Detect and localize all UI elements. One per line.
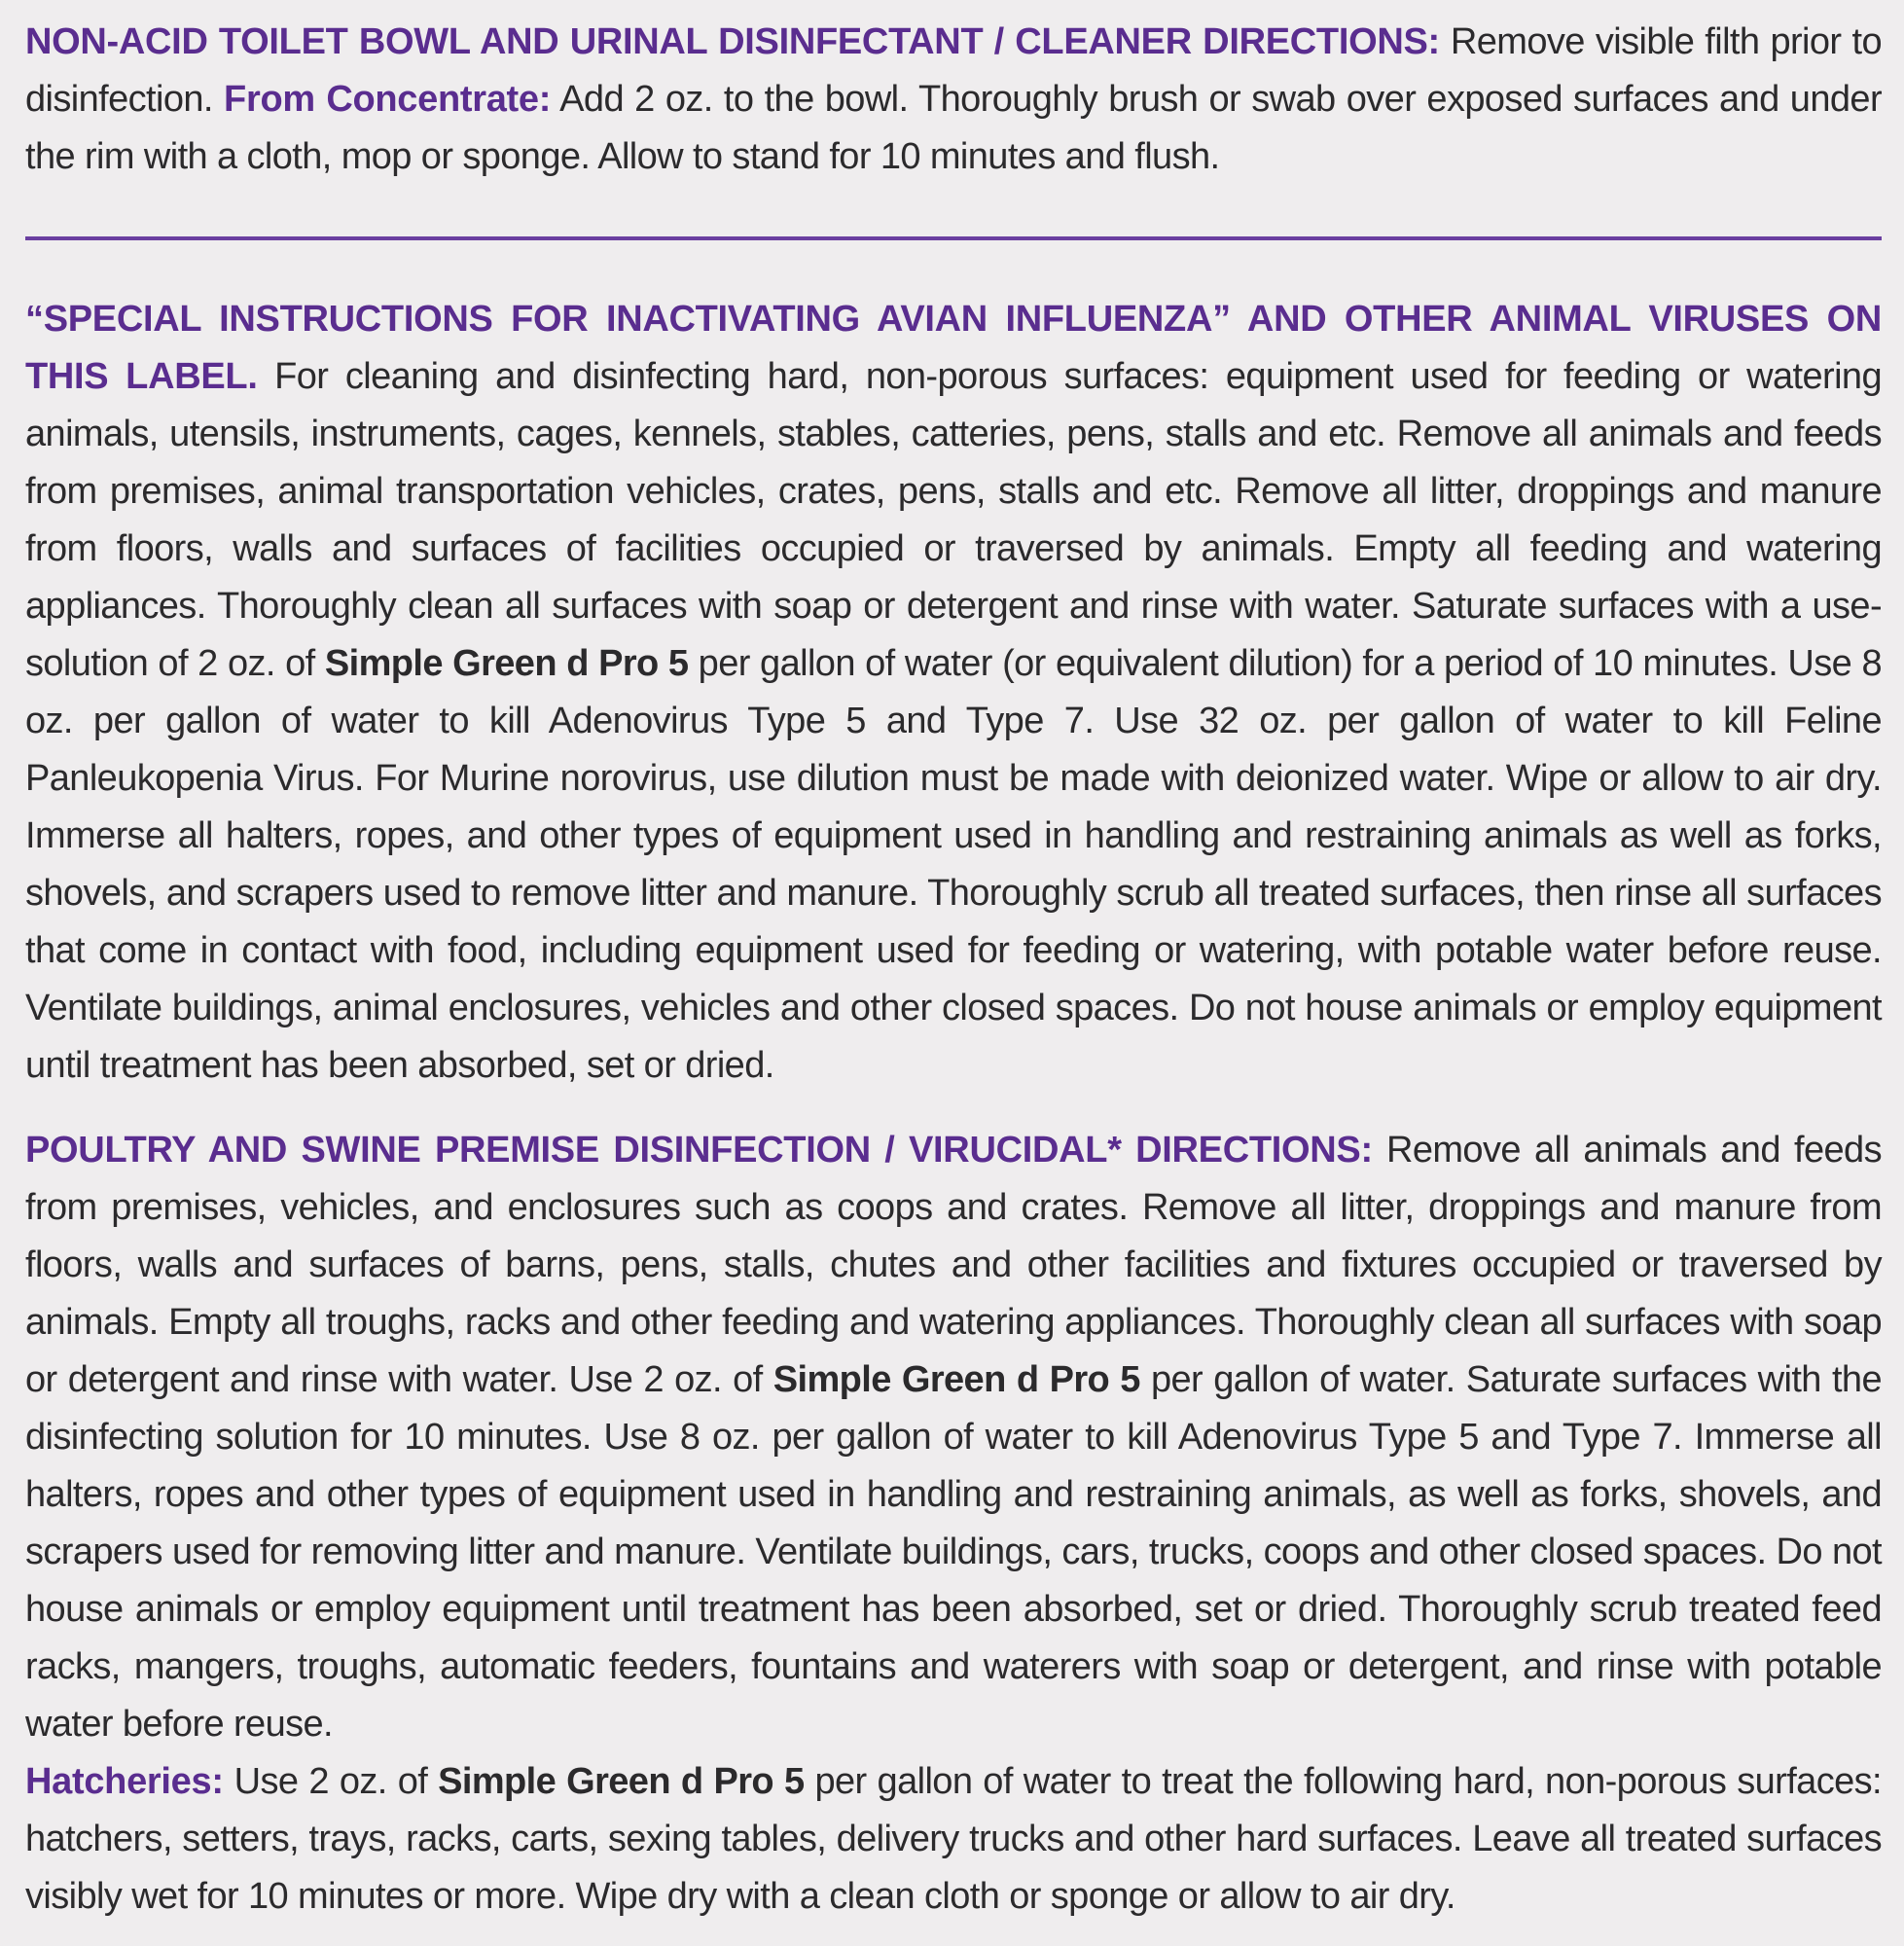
poultry-directions [25, 1122, 1882, 1753]
avian-text-2: per gallon of water (or equivalent dilution) for a period of 10 minutes. Use 8 oz. per gallon of water to kill Adenovirus Type 5 and Type 7. Use 32 oz. per gallon of water to kill Feline Panleukopenia Virus. For Murine norovirus, use dilution must be made with deionized water. Wipe or allow to air dry. Immerse all halters, ropes, and other types of equipment used in handling and restraining animals as well as forks, shovels, and scrapers used to remove litter and manure. Thoroughly scrub all treated surfaces, then rinse all surfaces that come in contact with food, including equipment used for feeding or watering, with potable water before reuse. Ventilate buildings, animal enclosures, vehicles and other closed spaces. Do not house animals or employ equipment until treatment has been absorbed, set or dried. [25, 643, 1882, 1086]
toilet-directions [25, 14, 1882, 186]
poultry-text-2: per gallon of water. Saturate surfaces with the disinfecting solution for 10 minutes. Use 8 oz. per gallon of water to kill Adenovirus Type 5 and Type 7. Immerse all halters, ropes and other types of equipment used in handling and restraining animals, as well as forks, shovels, and scrapers used for removing litter and manure. Ventilate buildings, cars, trucks, coops and other closed spaces. Do not house animals or employ equipment until treatment has been absorbed, set or dried. Thoroughly scrub treated feed racks, mangers, troughs, automatic feeders, fountains and waterers with soap or detergent, and rinse with potable water before reuse. [25, 1359, 1882, 1745]
section-divider [25, 236, 1882, 240]
poultry-text-1: Remove all animals and feeds from premises, vehicles, and enclosures such as coops and crates. Remove all litter, droppings and manure from floors, walls and surfaces of barns, pens, stalls, chutes and other facilities and fixtures occupied or traversed by animals. Empty all troughs, racks and other feeding and watering appliances. Thoroughly clean all surfaces with soap or detergent and rinse with water. Use 2 oz. of [25, 1130, 1882, 1400]
avian-heading: “SPECIAL INSTRUCTIONS FOR INACTIVATING AVIAN INFLUENZA” AND OTHER ANIMAL VIRUSES ON THIS LABEL. [25, 299, 1882, 397]
hatcheries-text-1: Use 2 oz. of [223, 1761, 439, 1802]
poultry-heading: POULTRY AND SWINE PREMISE DISINFECTION / VIRUCIDAL* DIRECTIONS: [25, 1130, 1373, 1171]
toilet-heading: NON-ACID TOILET BOWL AND URINAL DISINFECTANT / CLEANER DIRECTIONS: [25, 21, 1440, 62]
hatcheries-directions [25, 1753, 1882, 1926]
hatcheries-text-2: per gallon of water to treat the following hard, non-porous surfaces: hatchers, setters, trays, racks, carts, sexing tables, delivery trucks and other hard surfaces. Leave all treated surfaces visibly wet for 10 minutes or more. Wipe dry with a clean cloth or sponge or allow to air dry. [25, 1761, 1883, 1917]
product-label [25, 14, 1882, 1926]
hatcheries-heading: Hatcheries: [25, 1761, 224, 1802]
avian-text-1: For cleaning and disinfecting hard, non-porous surfaces: equipment used for feeding or watering animals, utensils, instruments, cages, kennels, stables, catteries, pens, stalls and etc. Remove all animals and feeds from premises, animal transportation vehicles, crates, pens, stalls and etc. Remove all litter, droppings and manure from floors, walls and surfaces of facilities occupied or traversed by animals. Empty all feeding and watering appliances. Thoroughly clean all surfaces with soap or detergent and rinse with water. Saturate surfaces with a use-solution of 2 oz. of [25, 356, 1882, 684]
toilet-text-2: Add 2 oz. to the bowl. Thoroughly brush or swab over exposed surfaces and under the rim with a cloth, mop or sponge. Allow to stand for 10 minutes and flush. [25, 79, 1882, 177]
paragraph-gap [25, 1095, 1882, 1122]
avian-product-name: Simple Green d Pro 5 [324, 643, 689, 684]
toilet-text-1: Remove visible filth prior to disinfection. [25, 21, 1882, 120]
avian-instructions [25, 291, 1882, 1095]
concentrate-subheading: From Concentrate: [224, 79, 552, 120]
poultry-product-name: Simple Green d Pro 5 [772, 1359, 1140, 1400]
hatcheries-product-name: Simple Green d Pro 5 [438, 1761, 805, 1802]
